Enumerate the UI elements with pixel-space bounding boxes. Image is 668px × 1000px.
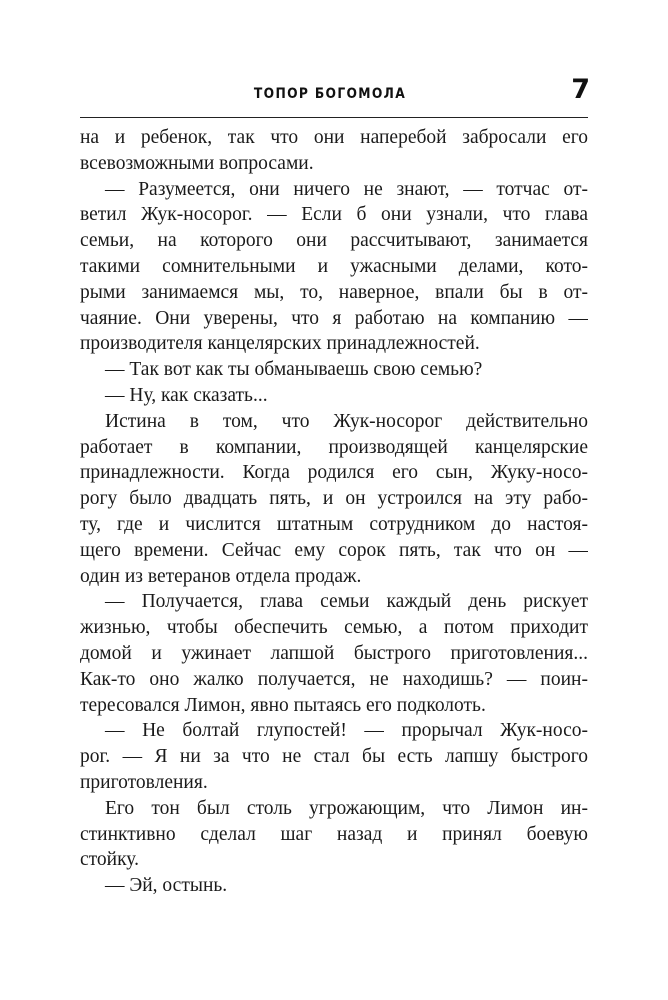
- running-title: ТОПОР БОГОМОЛА: [253, 86, 407, 102]
- text-line: щего времени. Сейчас ему сорок пять, так что он —: [80, 539, 588, 561]
- text-line: рогу было двадцать пять, и он устроился на эту рабо-: [80, 488, 588, 510]
- body-text: [80, 125, 588, 899]
- text-line: тересовался Лимон, явно пытаясь его подколоть.: [80, 694, 486, 716]
- text-line: — Не болтай глупостей! — прорычал Жук-носо-: [105, 720, 588, 742]
- text-line: приготовления.: [80, 771, 208, 793]
- text-line: жизнью, чтобы обеспечить семью, а потом приходит: [80, 617, 588, 639]
- text-line: ту, где и числится штатным сотрудником до настоя-: [80, 513, 588, 535]
- text-line: — Эй, остынь.: [105, 875, 228, 897]
- text-line: один из ветеранов отдела продаж.: [80, 565, 362, 587]
- text-line: на и ребенок, так что они наперебой забросали его: [80, 127, 588, 148]
- text-line: Его тон был столь угрожающим, что Лимон ин-: [105, 797, 588, 819]
- text-line: всевозможными вопросами.: [80, 152, 314, 174]
- text-line: — Получается, глава семьи каждый день рискует: [105, 591, 588, 613]
- text-line: стойку.: [80, 849, 139, 871]
- page-number: 7: [571, 74, 590, 105]
- text-line: — Так вот как ты обманываешь свою семью?: [105, 359, 483, 381]
- text-line: Как-то оно жалко получается, не находишь? — поин-: [80, 668, 588, 690]
- text-line: — Разумеется, они ничего не знают, — тотчас от-: [105, 178, 588, 200]
- text-line: рыми занимаемся мы, то, наверное, впали бы в от-: [80, 281, 588, 303]
- text-line: стинктивно сделал шаг назад и принял боевую: [80, 823, 588, 845]
- header-rule: [80, 117, 588, 118]
- text-line: Истина в том, что Жук-носорог действительно: [105, 410, 588, 432]
- text-line: производителя канцелярских принадлежностей.: [80, 333, 480, 355]
- text-line: — Ну, как сказать...: [105, 384, 268, 406]
- text-line: принадлежности. Когда родился его сын, Жуку-носо-: [80, 462, 588, 484]
- text-line: семьи, на которого они рассчитывают, занимается: [80, 230, 588, 252]
- text-line: домой и ужинает лапшой быстрого приготовления...: [80, 642, 588, 664]
- text-line: ветил Жук-носорог. — Если б они узнали, что глава: [80, 204, 588, 226]
- text-line: рог. — Я ни за что не стал бы есть лапшу быстрого: [80, 746, 588, 768]
- text-line: чаяние. Они уверены, что я работаю на компанию —: [80, 307, 588, 329]
- text-line: работает в компании, производящей канцелярские: [80, 436, 588, 458]
- text-line: такими сомнительными и ужасными делами, кото-: [80, 255, 588, 277]
